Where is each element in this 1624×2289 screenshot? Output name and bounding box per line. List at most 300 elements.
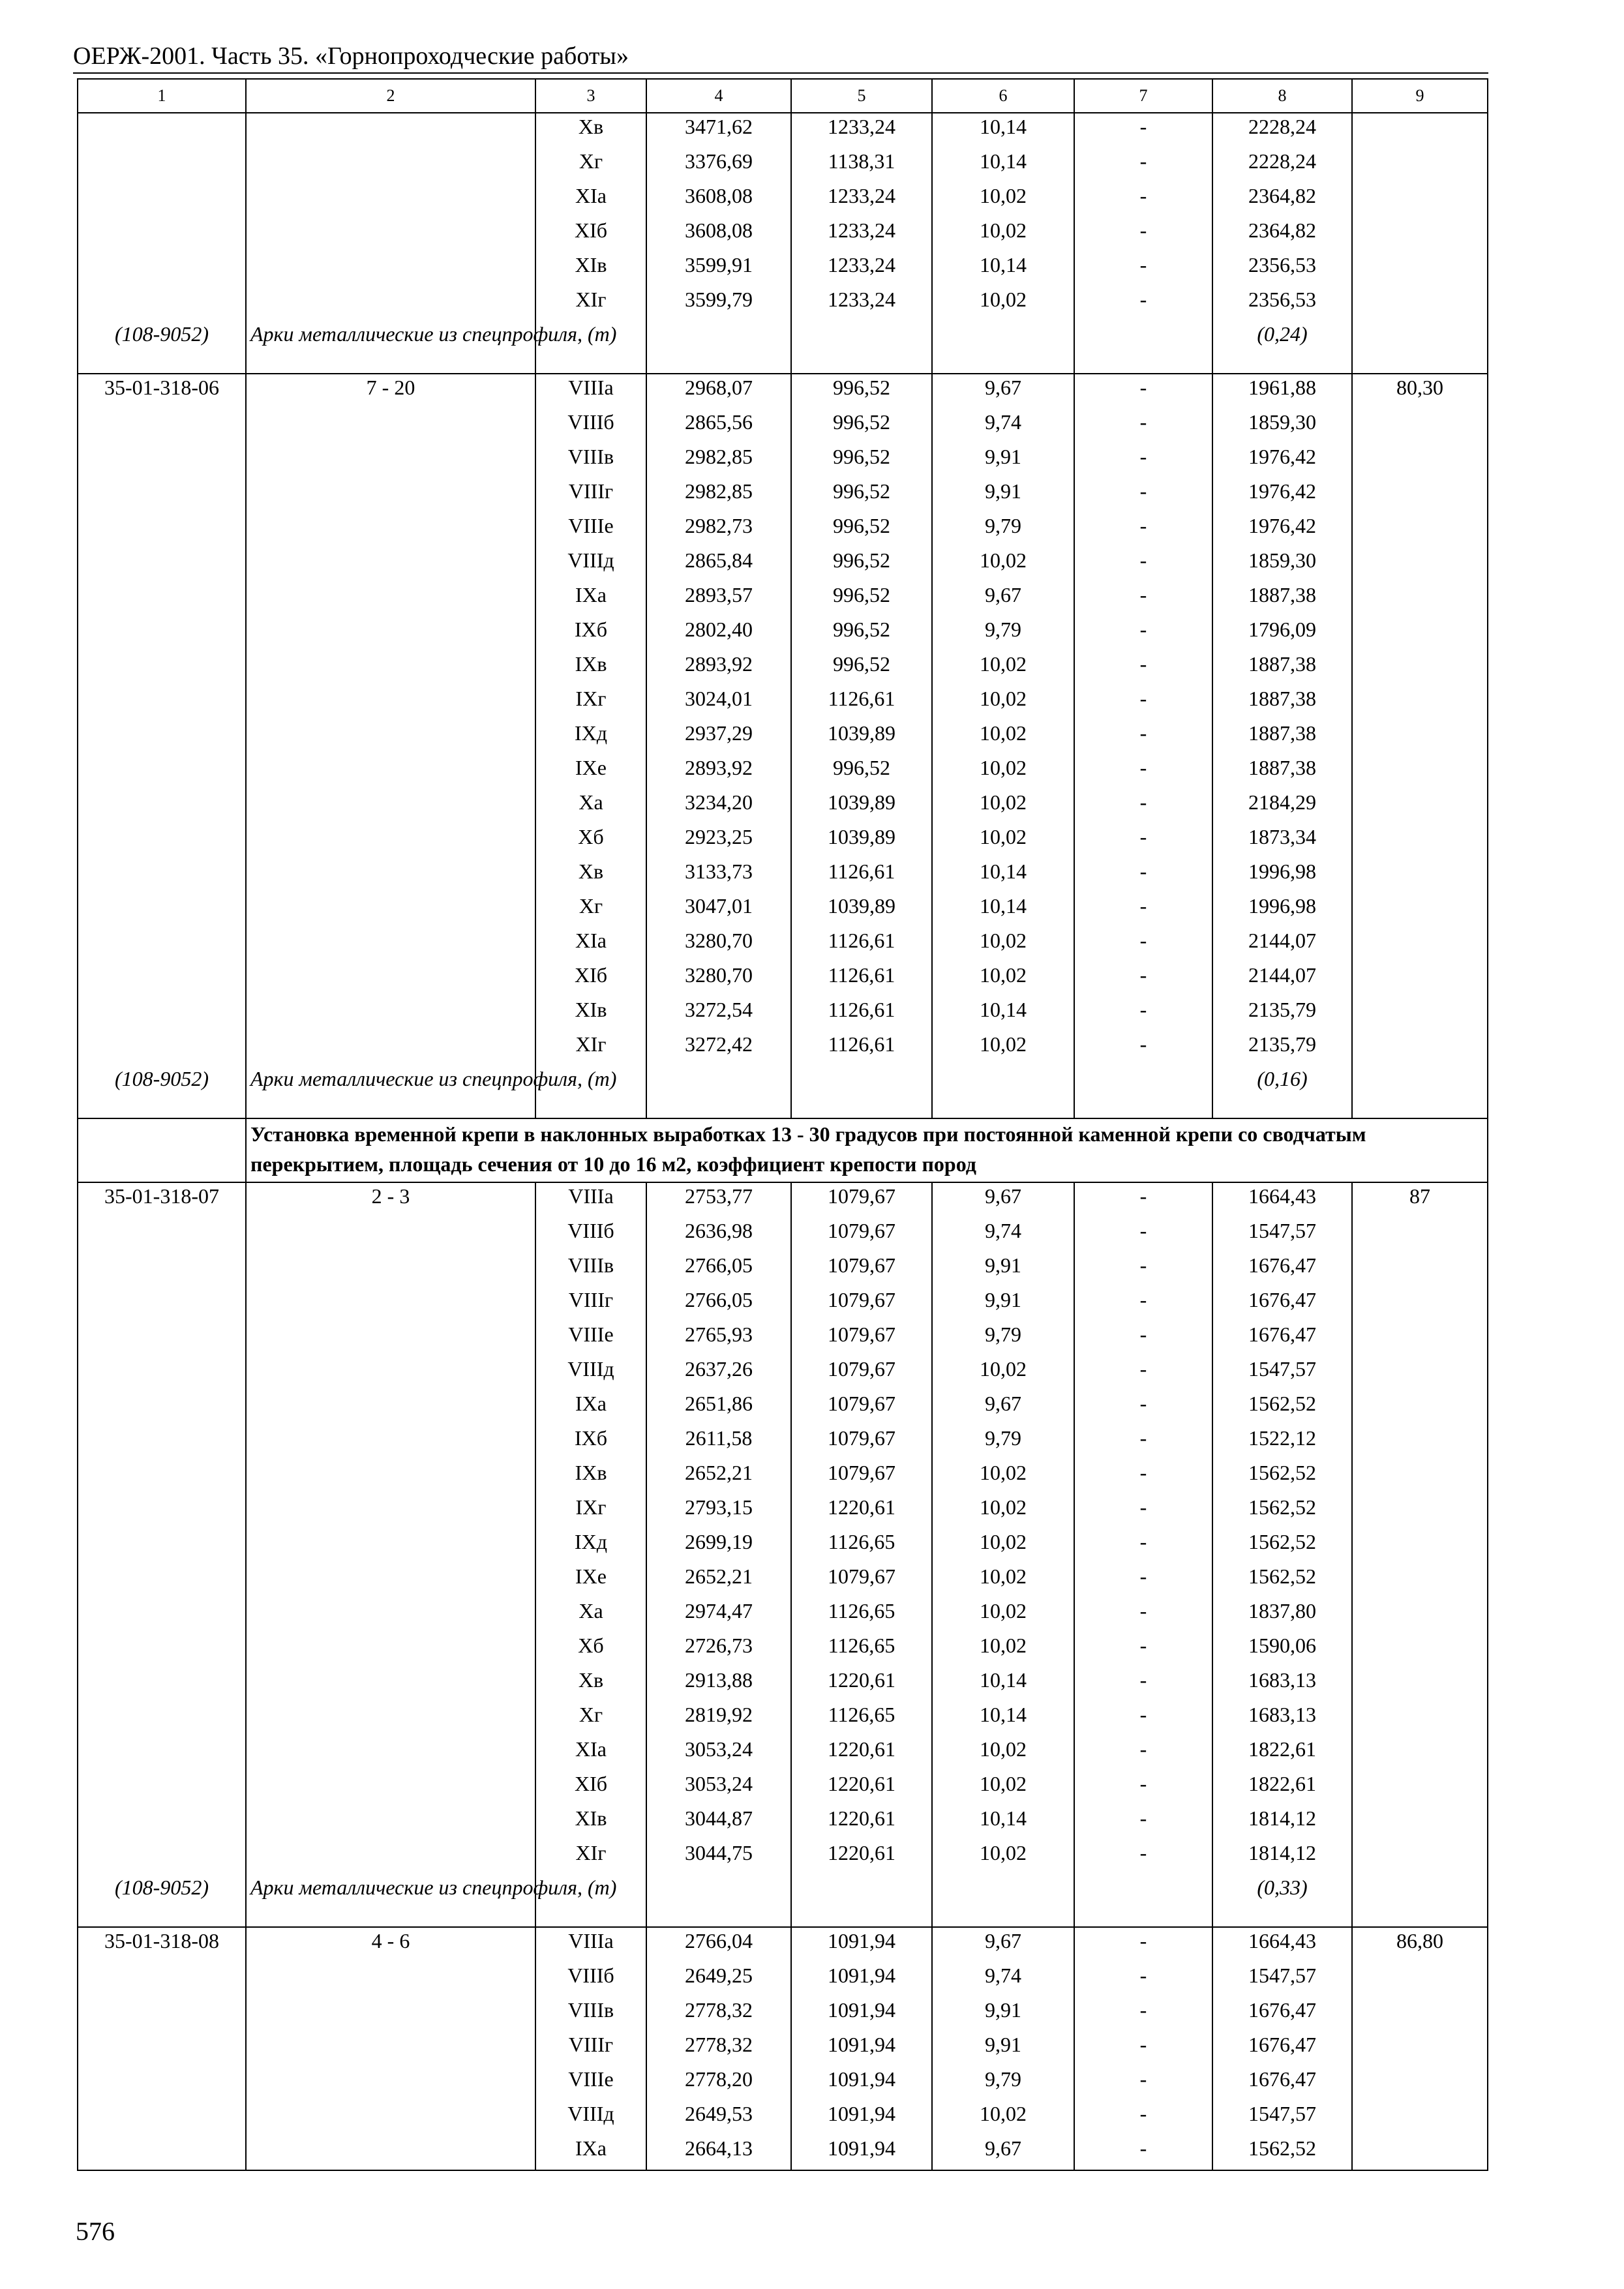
wage: 1079,67	[791, 1287, 932, 1321]
wage: 1138,31	[791, 148, 932, 183]
table-row	[78, 858, 1488, 893]
machinist-wage: -	[1074, 1252, 1212, 1287]
rock-hardness-range	[246, 1321, 535, 1356]
machine-cost: 9,67	[932, 374, 1074, 409]
table-row	[78, 1667, 1488, 1701]
workers-labor	[1352, 755, 1488, 789]
table-row	[78, 962, 1488, 996]
machinist-wage: -	[1074, 616, 1212, 651]
machinist-wage: -	[1074, 2135, 1212, 2170]
machine-cost: 9,67	[932, 1390, 1074, 1425]
workers-labor	[1352, 1805, 1488, 1840]
table-row	[78, 113, 1488, 148]
total-cost: 2766,04	[646, 1927, 791, 1962]
grade: VIIIе	[535, 1321, 646, 1356]
wage: 1079,67	[791, 1321, 932, 1356]
wage: 1039,89	[791, 824, 932, 858]
rock-hardness-range	[246, 1632, 535, 1667]
grade: VIIIб	[535, 1218, 646, 1252]
workers-labor	[1352, 651, 1488, 685]
total-cost: 2923,25	[646, 824, 791, 858]
material-code: (108-9052)	[78, 321, 246, 374]
machine-cost: 10,02	[932, 1771, 1074, 1805]
materials: 1976,42	[1212, 443, 1352, 478]
rock-hardness-range	[246, 113, 535, 148]
wage: 1079,67	[791, 1390, 932, 1425]
machinist-wage: -	[1074, 1563, 1212, 1598]
materials: 1676,47	[1212, 2031, 1352, 2066]
machinist-wage: -	[1074, 1667, 1212, 1701]
rock-hardness-range	[246, 616, 535, 651]
wage: 1091,94	[791, 1997, 932, 2031]
grade: Ха	[535, 1598, 646, 1632]
workers-labor	[1352, 443, 1488, 478]
page-header: ОЕРЖ-2001. Часть 35. «Горнопроходческие работы»	[73, 42, 629, 70]
materials: 2144,07	[1212, 962, 1352, 996]
grade: VIIIв	[535, 1997, 646, 2031]
table-row	[78, 755, 1488, 789]
workers-labor	[1352, 962, 1488, 996]
machinist-wage: -	[1074, 1632, 1212, 1667]
wage: 996,52	[791, 755, 932, 789]
rock-hardness-range	[246, 148, 535, 183]
column-number: 9	[1352, 79, 1488, 113]
materials: 1547,57	[1212, 1218, 1352, 1252]
grade: IХе	[535, 755, 646, 789]
machine-cost: 9,91	[932, 1287, 1074, 1321]
machinist-wage: -	[1074, 217, 1212, 252]
machinist-wage: -	[1074, 1425, 1212, 1459]
rate-code	[78, 651, 246, 685]
machine-cost: 9,79	[932, 2066, 1074, 2101]
total-cost: 2637,26	[646, 1356, 791, 1390]
total-cost: 2652,21	[646, 1563, 791, 1598]
wage: 996,52	[791, 374, 932, 409]
table-row	[78, 478, 1488, 513]
rock-hardness-range	[246, 1667, 535, 1701]
empty-cell	[1074, 321, 1212, 374]
materials: 1676,47	[1212, 1997, 1352, 2031]
machine-cost: 9,91	[932, 443, 1074, 478]
workers-labor	[1352, 148, 1488, 183]
grade: VIIIг	[535, 2031, 646, 2066]
machinist-wage: -	[1074, 2031, 1212, 2066]
materials: 1961,88	[1212, 374, 1352, 409]
machine-cost: 10,02	[932, 547, 1074, 582]
material-quantity: (0,16)	[1212, 1066, 1352, 1118]
rock-hardness-range	[246, 1031, 535, 1066]
total-cost: 3133,73	[646, 858, 791, 893]
wage: 1091,94	[791, 2135, 932, 2170]
rate-code	[78, 1287, 246, 1321]
materials: 2356,53	[1212, 286, 1352, 321]
total-cost: 3280,70	[646, 927, 791, 962]
grade: ХIб	[535, 217, 646, 252]
table-row	[78, 252, 1488, 286]
workers-labor	[1352, 1287, 1488, 1321]
workers-labor	[1352, 616, 1488, 651]
workers-labor: 87	[1352, 1182, 1488, 1218]
table-row	[78, 1529, 1488, 1563]
machine-cost: 9,91	[932, 1997, 1074, 2031]
material-code: (108-9052)	[78, 1874, 246, 1927]
workers-labor	[1352, 1632, 1488, 1667]
machine-cost: 9,67	[932, 582, 1074, 616]
wage: 996,52	[791, 443, 932, 478]
grade: ХIа	[535, 1736, 646, 1771]
workers-labor	[1352, 1736, 1488, 1771]
total-cost: 3608,08	[646, 217, 791, 252]
workers-labor	[1352, 1771, 1488, 1805]
machine-cost: 10,02	[932, 286, 1074, 321]
rate-code	[78, 1390, 246, 1425]
empty-cell	[1074, 1066, 1212, 1118]
machine-cost: 10,02	[932, 1494, 1074, 1529]
rock-hardness-range	[246, 252, 535, 286]
rock-hardness-range	[246, 547, 535, 582]
column-number: 4	[646, 79, 791, 113]
wage: 1233,24	[791, 183, 932, 217]
machine-cost: 9,79	[932, 1321, 1074, 1356]
total-cost: 2974,47	[646, 1598, 791, 1632]
machine-cost: 10,02	[932, 1598, 1074, 1632]
machinist-wage: -	[1074, 183, 1212, 217]
total-cost: 2766,05	[646, 1287, 791, 1321]
materials: 2144,07	[1212, 927, 1352, 962]
workers-labor	[1352, 1218, 1488, 1252]
machine-cost: 9,74	[932, 1218, 1074, 1252]
table-row	[78, 217, 1488, 252]
rate-code	[78, 1321, 246, 1356]
table-row	[78, 1287, 1488, 1321]
empty-cell	[1352, 321, 1488, 374]
machinist-wage: -	[1074, 1962, 1212, 1997]
materials: 1976,42	[1212, 478, 1352, 513]
machinist-wage: -	[1074, 789, 1212, 824]
materials: 1873,34	[1212, 824, 1352, 858]
table-row	[78, 2135, 1488, 2170]
wage: 996,52	[791, 478, 932, 513]
total-cost: 2893,92	[646, 755, 791, 789]
rock-hardness-range	[246, 1771, 535, 1805]
grade: ХIв	[535, 996, 646, 1031]
table-row	[78, 2101, 1488, 2135]
workers-labor	[1352, 582, 1488, 616]
machine-cost: 10,14	[932, 858, 1074, 893]
rock-hardness-range	[246, 1494, 535, 1529]
total-cost: 2651,86	[646, 1390, 791, 1425]
machine-cost: 10,14	[932, 996, 1074, 1031]
wage: 1220,61	[791, 1494, 932, 1529]
rock-hardness-range	[246, 478, 535, 513]
rock-hardness-range	[246, 1563, 535, 1598]
machinist-wage: -	[1074, 1182, 1212, 1218]
wage: 1126,61	[791, 1031, 932, 1066]
total-cost: 3044,87	[646, 1805, 791, 1840]
machine-cost: 10,14	[932, 113, 1074, 148]
empty-cell	[791, 1066, 932, 1118]
rock-hardness-range	[246, 1805, 535, 1840]
materials: 1796,09	[1212, 616, 1352, 651]
rate-code	[78, 720, 246, 755]
materials: 2135,79	[1212, 1031, 1352, 1066]
table-row	[78, 1962, 1488, 1997]
table-row	[78, 927, 1488, 962]
page-number: 576	[76, 2217, 115, 2246]
column-number: 2	[246, 79, 535, 113]
machinist-wage: -	[1074, 286, 1212, 321]
table-row	[78, 996, 1488, 1031]
table-row	[78, 547, 1488, 582]
rock-hardness-range	[246, 1459, 535, 1494]
rock-hardness-range	[246, 1598, 535, 1632]
rate-code: 35-01-318-07	[78, 1182, 246, 1218]
wage: 1126,61	[791, 927, 932, 962]
rock-hardness-range	[246, 720, 535, 755]
column-number: 6	[932, 79, 1074, 113]
workers-labor	[1352, 893, 1488, 927]
wage: 1039,89	[791, 720, 932, 755]
empty-cell	[791, 321, 932, 374]
total-cost: 3471,62	[646, 113, 791, 148]
grade: ХIг	[535, 1031, 646, 1066]
table-row	[78, 1997, 1488, 2031]
machine-cost: 10,02	[932, 720, 1074, 755]
grade: IХа	[535, 2135, 646, 2170]
total-cost: 3280,70	[646, 962, 791, 996]
grade: VIIIг	[535, 478, 646, 513]
wage: 1091,94	[791, 2101, 932, 2135]
rock-hardness-range	[246, 2031, 535, 2066]
materials: 1547,57	[1212, 2101, 1352, 2135]
total-cost: 3599,79	[646, 286, 791, 321]
rock-hardness-range: 7 - 20	[246, 374, 535, 409]
empty-cell	[646, 321, 791, 374]
grade: Ха	[535, 789, 646, 824]
materials: 1996,98	[1212, 858, 1352, 893]
empty-cell	[1352, 1874, 1488, 1927]
rock-hardness-range	[246, 1218, 535, 1252]
machinist-wage: -	[1074, 582, 1212, 616]
rate-code	[78, 893, 246, 927]
grade: VIIIд	[535, 2101, 646, 2135]
wage: 1233,24	[791, 252, 932, 286]
rock-hardness-range	[246, 685, 535, 720]
grade: VIIIв	[535, 1252, 646, 1287]
materials: 1664,43	[1212, 1927, 1352, 1962]
wage: 1079,67	[791, 1252, 932, 1287]
total-cost: 3047,01	[646, 893, 791, 927]
machine-cost: 10,02	[932, 962, 1074, 996]
rate-code	[78, 183, 246, 217]
wage: 996,52	[791, 582, 932, 616]
materials: 1976,42	[1212, 513, 1352, 547]
materials: 1522,12	[1212, 1425, 1352, 1459]
machine-cost: 9,67	[932, 2135, 1074, 2170]
rate-code	[78, 1805, 246, 1840]
grade: IХб	[535, 1425, 646, 1459]
total-cost: 2611,58	[646, 1425, 791, 1459]
machinist-wage: -	[1074, 148, 1212, 183]
grade: Хб	[535, 1632, 646, 1667]
materials: 1822,61	[1212, 1771, 1352, 1805]
grade: VIIIа	[535, 1927, 646, 1962]
table-row	[78, 1390, 1488, 1425]
table-row	[78, 1321, 1488, 1356]
machinist-wage: -	[1074, 1459, 1212, 1494]
workers-labor	[1352, 2066, 1488, 2101]
total-cost: 2982,85	[646, 478, 791, 513]
materials: 1887,38	[1212, 720, 1352, 755]
materials: 1887,38	[1212, 685, 1352, 720]
machinist-wage: -	[1074, 1598, 1212, 1632]
rate-code	[78, 513, 246, 547]
column-number: 7	[1074, 79, 1212, 113]
table-row	[78, 513, 1488, 547]
table-row	[78, 1252, 1488, 1287]
wage: 1233,24	[791, 217, 932, 252]
total-cost: 2778,32	[646, 1997, 791, 2031]
grade: ХIа	[535, 183, 646, 217]
table-row	[78, 1598, 1488, 1632]
machine-cost: 10,02	[932, 1529, 1074, 1563]
wage: 1079,67	[791, 1218, 932, 1252]
column-number: 3	[535, 79, 646, 113]
grade: IХб	[535, 616, 646, 651]
workers-labor	[1352, 720, 1488, 755]
table-row	[78, 1425, 1488, 1459]
machine-cost: 10,14	[932, 1805, 1074, 1840]
table-row	[78, 1218, 1488, 1252]
rate-code	[78, 2031, 246, 2066]
materials: 1996,98	[1212, 893, 1352, 927]
grade: ХIв	[535, 252, 646, 286]
material-code: (108-9052)	[78, 1066, 246, 1118]
norms-table	[77, 78, 1488, 2171]
grade: VIIIв	[535, 443, 646, 478]
table-row	[78, 824, 1488, 858]
machinist-wage: -	[1074, 651, 1212, 685]
total-cost: 2802,40	[646, 616, 791, 651]
grade: IХг	[535, 1494, 646, 1529]
workers-labor	[1352, 183, 1488, 217]
workers-labor	[1352, 2101, 1488, 2135]
materials: 1562,52	[1212, 1494, 1352, 1529]
machinist-wage: -	[1074, 1927, 1212, 1962]
workers-labor	[1352, 1667, 1488, 1701]
materials: 1676,47	[1212, 1287, 1352, 1321]
rate-code	[78, 1632, 246, 1667]
table-row	[78, 443, 1488, 478]
table-row	[78, 1701, 1488, 1736]
materials: 1814,12	[1212, 1840, 1352, 1874]
rate-code	[78, 148, 246, 183]
wage: 1126,61	[791, 962, 932, 996]
machinist-wage: -	[1074, 858, 1212, 893]
workers-labor	[1352, 286, 1488, 321]
machine-cost: 9,79	[932, 616, 1074, 651]
rate-code	[78, 1252, 246, 1287]
grade: Хг	[535, 148, 646, 183]
rock-hardness-range	[246, 2135, 535, 2170]
grade: ХIб	[535, 1771, 646, 1805]
grade: IХа	[535, 582, 646, 616]
grade: ХIг	[535, 286, 646, 321]
rock-hardness-range	[246, 1390, 535, 1425]
machine-cost: 10,02	[932, 2101, 1074, 2135]
rate-code: 35-01-318-06	[78, 374, 246, 409]
machinist-wage: -	[1074, 513, 1212, 547]
material-quantity: (0,33)	[1212, 1874, 1352, 1927]
materials: 2356,53	[1212, 252, 1352, 286]
grade: VIIIд	[535, 1356, 646, 1390]
rock-hardness-range	[246, 1997, 535, 2031]
total-cost: 2778,32	[646, 2031, 791, 2066]
table-row	[78, 1927, 1488, 1962]
material-row	[78, 1874, 1488, 1927]
machine-cost: 9,91	[932, 1252, 1074, 1287]
rock-hardness-range	[246, 1356, 535, 1390]
total-cost: 2649,53	[646, 2101, 791, 2135]
grade: VIIIе	[535, 2066, 646, 2101]
table-row	[78, 148, 1488, 183]
total-cost: 3044,75	[646, 1840, 791, 1874]
table-row	[78, 685, 1488, 720]
table-row	[78, 1771, 1488, 1805]
rock-hardness-range	[246, 651, 535, 685]
grade: Хг	[535, 1701, 646, 1736]
rate-code	[78, 2066, 246, 2101]
machinist-wage: -	[1074, 1529, 1212, 1563]
rate-code	[78, 1459, 246, 1494]
rate-code	[78, 1997, 246, 2031]
rock-hardness-range	[246, 1529, 535, 1563]
total-cost: 2726,73	[646, 1632, 791, 1667]
wage: 1039,89	[791, 893, 932, 927]
wage: 1126,61	[791, 685, 932, 720]
machine-cost: 10,02	[932, 1632, 1074, 1667]
wage: 1220,61	[791, 1667, 932, 1701]
machine-cost: 10,02	[932, 755, 1074, 789]
grade: VIIIд	[535, 547, 646, 582]
rate-code	[78, 1031, 246, 1066]
rate-code	[78, 217, 246, 252]
materials: 1676,47	[1212, 1252, 1352, 1287]
rock-hardness-range	[246, 962, 535, 996]
rock-hardness-range	[246, 443, 535, 478]
rock-hardness-range	[246, 1252, 535, 1287]
workers-labor	[1352, 1459, 1488, 1494]
machinist-wage: -	[1074, 113, 1212, 148]
machine-cost: 9,67	[932, 1182, 1074, 1218]
table-row	[78, 1031, 1488, 1066]
total-cost: 2968,07	[646, 374, 791, 409]
rock-hardness-range	[246, 789, 535, 824]
machinist-wage: -	[1074, 1701, 1212, 1736]
wage: 1091,94	[791, 2066, 932, 2101]
empty-cell	[791, 1874, 932, 1927]
wage: 1233,24	[791, 286, 932, 321]
total-cost: 3376,69	[646, 148, 791, 183]
rock-hardness-range	[246, 858, 535, 893]
material-row	[78, 321, 1488, 374]
wage: 1220,61	[791, 1736, 932, 1771]
grade: Хв	[535, 858, 646, 893]
column-number-row	[78, 79, 1488, 113]
total-cost: 2913,88	[646, 1667, 791, 1701]
materials: 1683,13	[1212, 1667, 1352, 1701]
workers-labor	[1352, 1252, 1488, 1287]
